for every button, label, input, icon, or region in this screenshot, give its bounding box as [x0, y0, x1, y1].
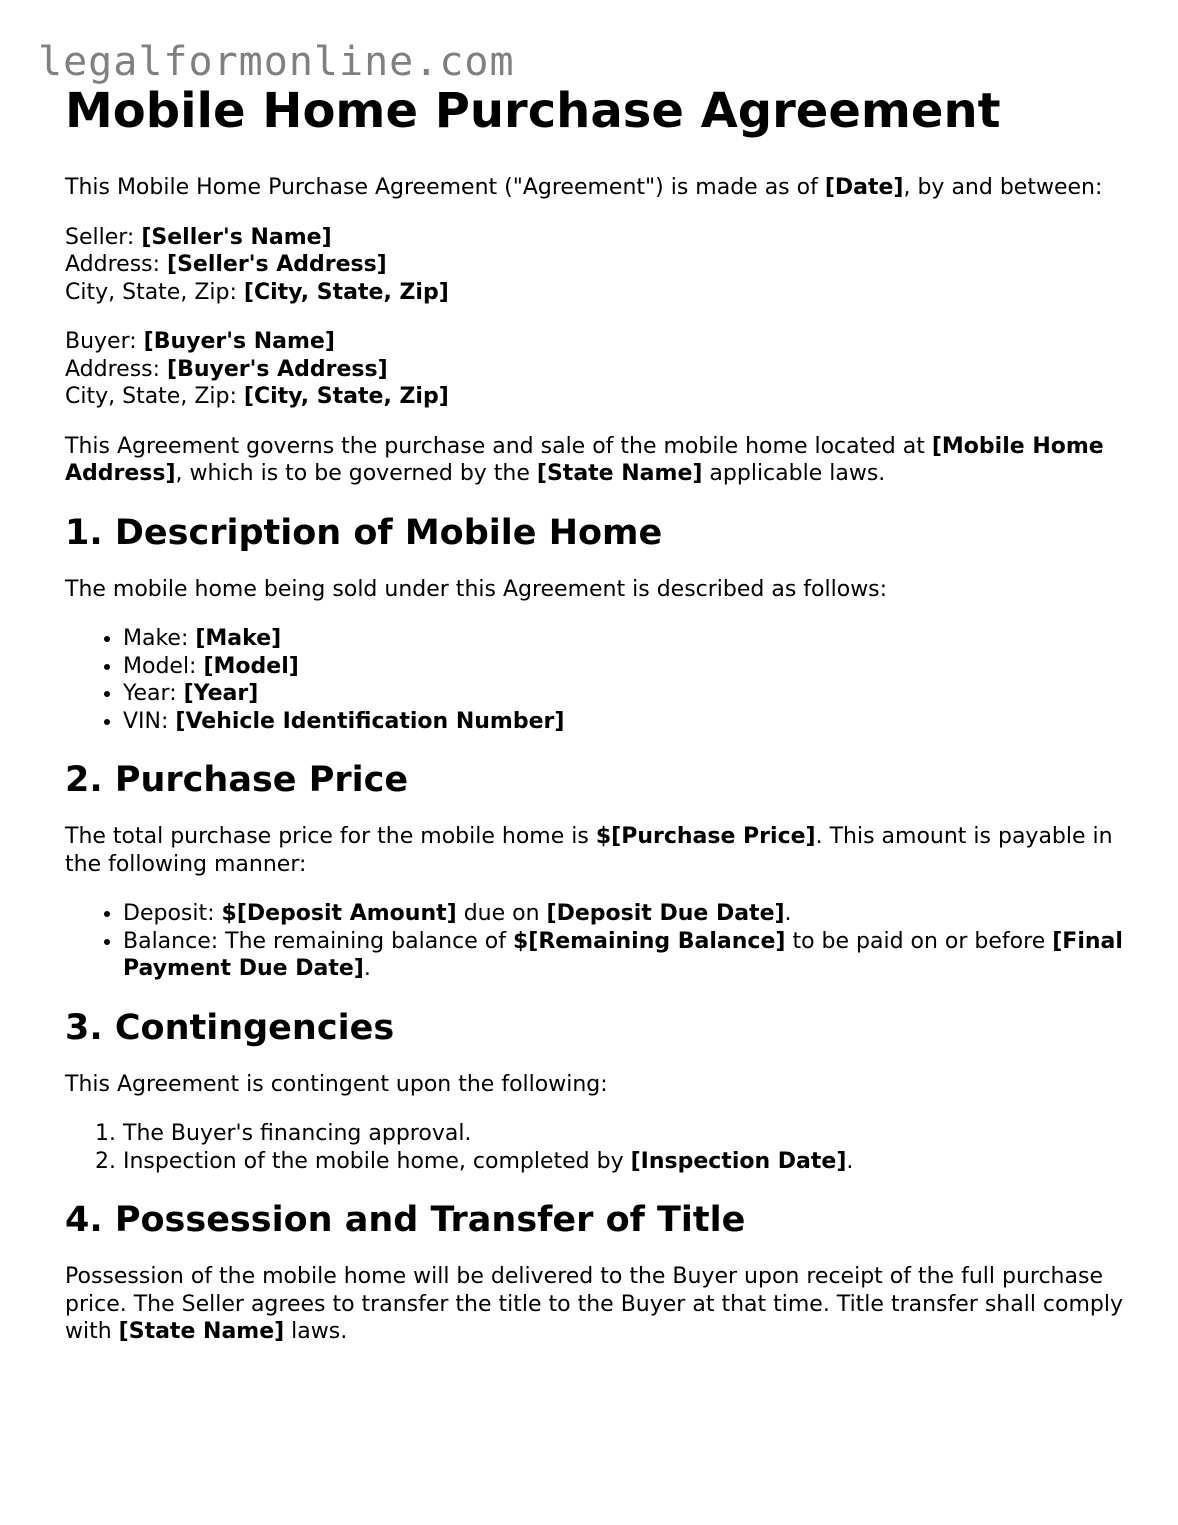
contingencies-list: [65, 1120, 1125, 1175]
buyer-address-line: Address: [Buyer's Address]: [65, 356, 388, 382]
section-1-heading: 1. Description of Mobile Home: [65, 512, 663, 553]
seller-city-line: City, State, Zip: [City, State, Zip]: [65, 279, 449, 305]
list-item-deposit: • Deposit: $[Deposit Amount] due on [Deposit Due Date].: [123, 900, 1125, 928]
document-title: Mobile Home Purchase Agreement: [65, 83, 1001, 139]
list-item-year: • Year: [Year]: [123, 680, 1125, 708]
governs-paragraph: This Agreement governs the purchase and sale of the mobile home located at [Mobile Home Address], which is to be governed by the [State Name] applicable laws.: [65, 433, 1104, 486]
list-item-inspection: 2. Inspection of the mobile home, completed by [Inspection Date].: [123, 1148, 1125, 1176]
list-item-financing: 1. The Buyer's financing approval.: [123, 1120, 1125, 1148]
buyer-name-line: Buyer: [Buyer's Name]: [65, 329, 335, 354]
section-2-intro: The total purchase price for the mobile home is $[Purchase Price]. This amount is payable in the following manner:: [65, 824, 1113, 877]
section-4-heading: 4. Possession and Transfer of Title: [65, 1200, 746, 1240]
date-placeholder: [Date]: [824, 175, 904, 200]
buyer-city-line: City, State, Zip: [City, State, Zip]: [65, 384, 449, 409]
buyer-block: [65, 328, 1125, 411]
list-item-vin: • VIN: [Vehicle Identification Number]: [123, 708, 1125, 736]
section-3-heading: 3. Contingencies: [65, 1007, 395, 1048]
list-item-model: • Model: [Model]: [123, 653, 1125, 681]
watermark: legalformonline.com: [38, 39, 515, 85]
seller-block: [65, 224, 1125, 307]
document-page: [65, 82, 1125, 1368]
payment-list: [65, 900, 1125, 983]
list-item-make: • Make: [Make]: [123, 625, 1125, 653]
description-list: [65, 625, 1125, 735]
section-1-intro: The mobile home being sold under this Agreement is described as follows:: [65, 576, 888, 602]
intro-paragraph: This Mobile Home Purchase Agreement ("Agreement") is made as of [Date], by and between:: [65, 175, 1103, 200]
list-item-balance: • Balance: The remaining balance of $[Remaining Balance] to be paid on or before [Final Payment Due Date].: [123, 928, 1125, 983]
section-3-intro: This Agreement is contingent upon the following:: [65, 1071, 608, 1097]
section-2-heading: 2. Purchase Price: [65, 760, 409, 800]
seller-address-line: Address: [Seller's Address]: [65, 252, 387, 277]
section-4-text: Possession of the mobile home will be delivered to the Buyer upon receipt of the full purchase price. The Seller agrees to transfer the title to the Buyer at that time. Title transfer shall comply with [State Name] laws.: [65, 1264, 1124, 1344]
seller-name-line: Seller: [Seller's Name]: [65, 224, 332, 250]
